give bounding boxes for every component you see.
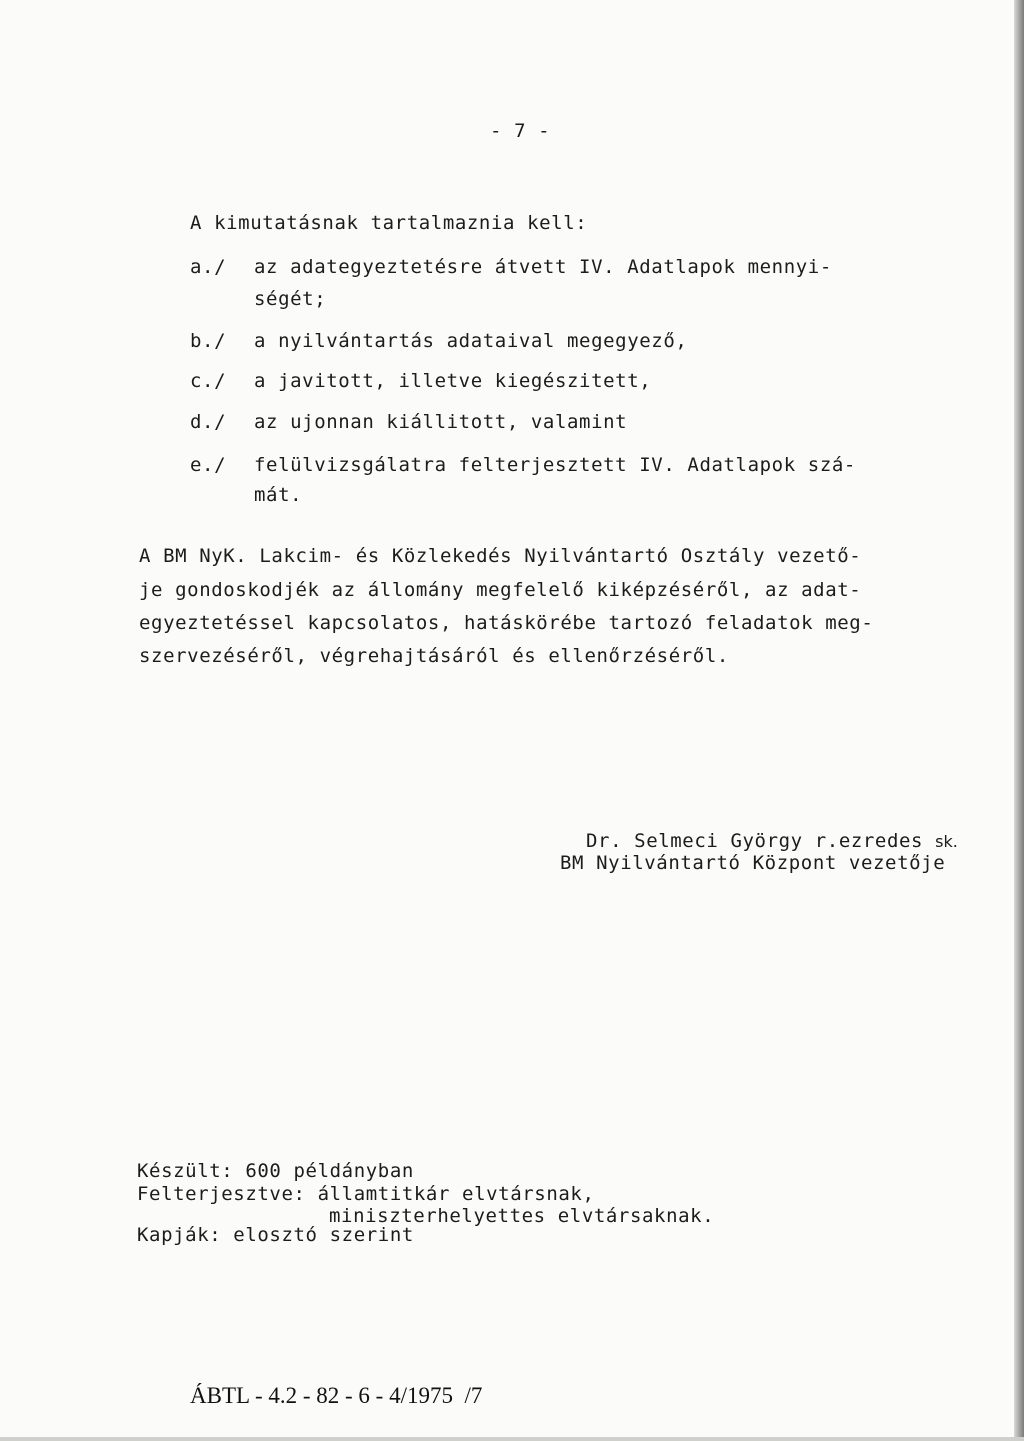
- list-item-a-line-1: az adategyeztetésre átvett IV. Adatlapok mennyi-: [254, 256, 832, 278]
- scan-edge-right: [1014, 0, 1024, 1441]
- list-intro: A kimutatásnak tartalmaznia kell:: [190, 212, 588, 234]
- distribution-line-4: Kapják: elosztó szerint: [137, 1224, 414, 1246]
- distribution-line-2: Felterjesztve: államtitkár elvtársnak,: [137, 1183, 595, 1205]
- distribution-line-3: miniszterhelyettes elvtársaknak.: [329, 1205, 715, 1227]
- paragraph-line-1: A BM NyK. Lakcim- és Közlekedés Nyilvántartó Osztály vezető-: [139, 545, 862, 567]
- list-marker-c: c./: [190, 370, 227, 392]
- paragraph-line-3: egyeztetéssel kapcsolatos, hatáskörébe tartozó feladatok meg-: [139, 612, 874, 634]
- list-item-e-line-2: mát.: [254, 484, 303, 506]
- list-marker-a: a./: [190, 256, 227, 278]
- signature-title: BM Nyilvántartó Központ vezetője: [560, 852, 946, 874]
- list-item-a-line-2: ségét;: [254, 288, 327, 310]
- list-marker-e: e./: [190, 454, 227, 476]
- archive-reference: ÁBTL - 4.2 - 82 - 6 - 4/1975 /7: [190, 1383, 483, 1408]
- paragraph-line-4: szervezéséről, végrehajtásáról és ellenőrzéséről.: [139, 645, 729, 667]
- signature-name: [586, 830, 958, 853]
- list-item-d-line-1: az ujonnan kiállitott, valamint: [254, 411, 628, 433]
- paragraph-line-2: je gondoskodjék az állomány megfelelő kiképzéséről, az adat-: [139, 579, 862, 601]
- list-item-c-line-1: a javitott, illetve kiegészitett,: [254, 370, 652, 392]
- signer-name: Dr. Selmeci György r.ezredes: [586, 830, 924, 852]
- list-item-e-line-1: felülvizsgálatra felterjesztett IV. Adatlapok szá-: [254, 454, 856, 476]
- scan-edge-bottom: [0, 1437, 1024, 1441]
- distribution-line-1: Készült: 600 példányban: [137, 1160, 414, 1182]
- signature-mark: sk.: [935, 832, 958, 851]
- list-marker-b: b./: [190, 330, 227, 352]
- page-number: - 7 -: [490, 120, 551, 142]
- list-item-b-line-1: a nyilvántartás adataival megegyező,: [254, 330, 688, 352]
- list-marker-d: d./: [190, 411, 227, 433]
